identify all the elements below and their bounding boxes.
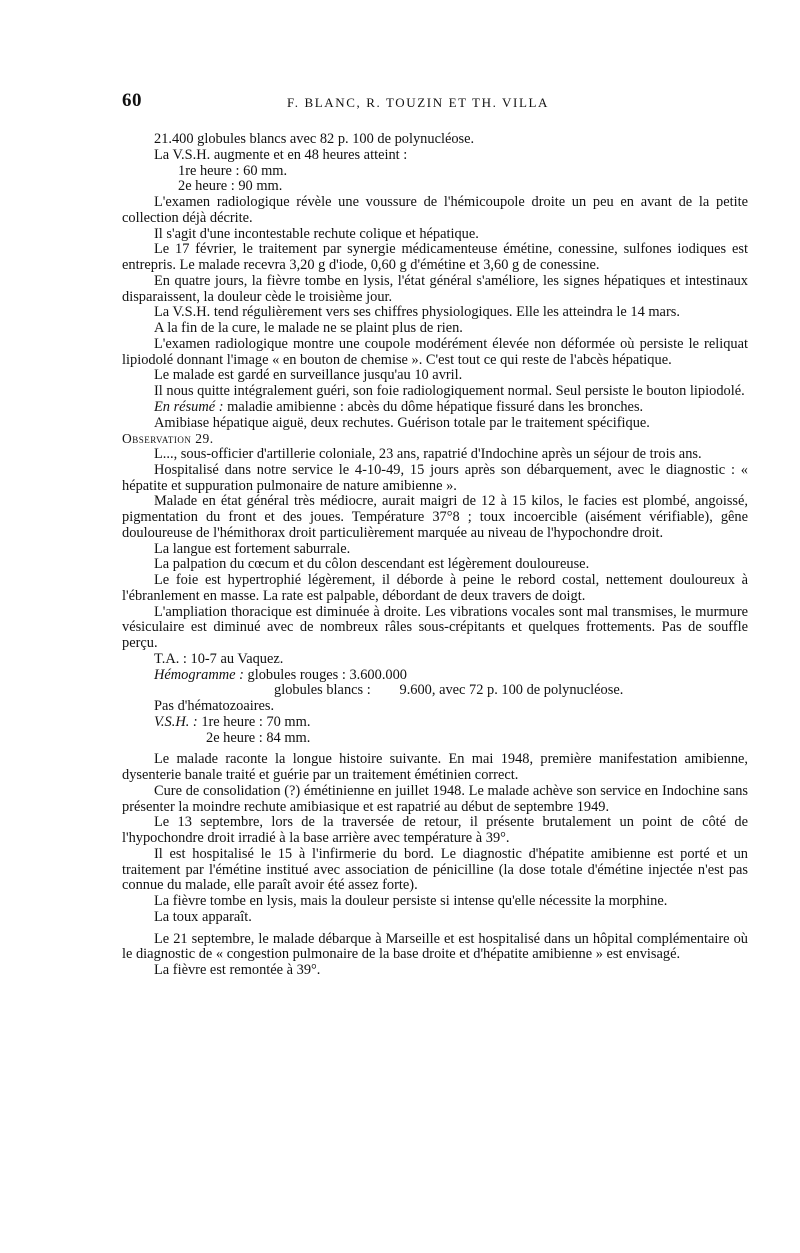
paragraph: La palpation du cœcum et du côlon descendant est légèrement douloureuse.	[154, 556, 590, 573]
observation-heading: Observation 29.	[122, 431, 214, 447]
vsh-line: 2e heure : 90 mm.	[178, 178, 283, 195]
hemogramme-line	[122, 668, 748, 684]
paragraph: Malade en état général très médiocre, aurait maigri de 12 à 15 kilos, le facies est plombé, angoissé, pigmentation du front et des joues. Température 37°8 ; toux incoercible (aisément vérifiable), gêne douloureuse de l'hémithorax droit particulièrement marquée au niveau de l'hypochondre droit.	[122, 493, 748, 541]
resume-label: En résumé :	[154, 398, 224, 415]
resume-text: maladie amibienne : abcès du dôme hépatique fissuré dans les bronches.	[223, 398, 644, 415]
paragraph: Le foie est hypertrophié légèrement, il déborde à peine le rebord costal, nettement douloureux à l'ébranlement en masse. La rate est palpable, débordant de deux travers de doigt.	[122, 572, 748, 604]
paragraph: Le 17 février, le traitement par synergie médicamenteuse émétine, conessine, sulfones iodiques est entrepris. Le malade recevra 3,20 g d'iode, 0,60 g d'émétine et 3,60 g de conessine.	[122, 241, 748, 273]
paragraph: La V.S.H. augmente et en 48 heures atteint :	[154, 146, 408, 163]
hemogramme-line: globules blancs : 9.600, avec 72 p. 100 de polynucléose.	[274, 682, 624, 699]
paragraph: Le 21 septembre, le malade débarque à Marseille et est hospitalisé dans un hôpital complémentaire où le diagnostic de « congestion pulmonaire de la base droite et d'hépatite amibienne » est envisagé.	[122, 930, 748, 963]
running-head: F. BLANC, R. TOUZIN ET TH. VILLA	[287, 95, 550, 110]
resume-conclusion: Amibiase hépatique aiguë, deux rechutes. Guérison totale par le traitement spécifique.	[154, 414, 650, 431]
paragraph: Cure de consolidation (?) émétinienne en juillet 1948. Le malade achève son service en Indochine sans présenter la moindre rechute amibiasique et est rapatrié au début de septembre 1949.	[122, 782, 748, 815]
paragraph: A la fin de la cure, le malade ne se plaint plus de rien.	[154, 320, 463, 336]
paragraph: Le malade est gardé en surveillance jusqu'au 10 avril.	[154, 367, 463, 384]
paragraph: Pas d'hématozoaires.	[154, 698, 275, 714]
paragraph: Le malade raconte la longue histoire suivante. En mai 1948, première manifestation amibienne, dysenterie banale traité et guérie par un traitement émétinien correct.	[122, 751, 748, 783]
hemogramme-label: Hémogramme :	[154, 666, 244, 683]
body-text	[122, 132, 748, 979]
paragraph: La toux apparaît.	[154, 908, 252, 925]
page-number: 60	[122, 90, 142, 111]
vsh-line: 2e heure : 84 mm.	[206, 729, 311, 746]
vsh-value: 1re heure : 70 mm.	[197, 713, 311, 730]
paragraph: L..., sous-officier d'artillerie coloniale, 23 ans, rapatrié d'Indochine après un séjour de trois ans.	[154, 446, 702, 462]
paragraph: La fièvre tombe en lysis, mais la douleur persiste si intense qu'elle nécessite la morphine.	[154, 893, 668, 909]
paragraph: En quatre jours, la fièvre tombe en lysis, l'état général s'améliore, les signes hépatiques et intestinaux disparaissent, la douleur cède le troisième jour.	[122, 272, 748, 305]
paragraph: T.A. : 10-7 au Vaquez.	[154, 650, 284, 667]
paragraph: La V.S.H. tend régulièrement vers ses chiffres physiologiques. Elle les atteindra le 14 mars.	[154, 304, 680, 321]
paragraph: Il est hospitalisé le 15 à l'infirmerie du bord. Le diagnostic d'hépatite amibienne est porté et un traitement par l'émétine institué avec association de pénicilline (la dose totale d'émétine injectée n'est pas connue du malade, elle paraît avoir été assez forte).	[122, 845, 748, 894]
paragraph: L'examen radiologique révèle une voussure de l'hémicoupole droite un peu en avant de la petite collection déjà décrite.	[122, 194, 748, 226]
vsh-line: 1re heure : 60 mm.	[178, 162, 288, 179]
paragraph: Le 13 septembre, lors de la traversée de retour, il présente brutalement un point de côté de l'hypochondre droit irradié à la base arrière avec température à 39°.	[122, 814, 748, 846]
paragraph: L'ampliation thoracique est diminuée à droite. Les vibrations vocales sont mal transmises, le murmure vésiculaire est diminué avec de nombreux râles sous-crépitants et quelques frottements. Pas de souffle perçu.	[122, 603, 748, 651]
paragraph: Il nous quitte intégralement guéri, son foie radiologiquement normal. Seul persiste le bouton lipiodolé.	[154, 383, 745, 399]
resume-paragraph	[122, 400, 748, 416]
paragraph: Hospitalisé dans notre service le 4-10-49, 15 jours après son débarquement, avec le diagnostic : « hépatite et suppuration pulmonaire de nature amibienne ».	[122, 461, 748, 494]
paragraph: La fièvre est remontée à 39°.	[154, 962, 321, 978]
paragraph: Il s'agit d'une incontestable rechute colique et hépatique.	[154, 225, 479, 242]
hemogramme-value: globules rouges : 3.600.000	[243, 666, 408, 683]
vsh-label: V.S.H. :	[154, 713, 198, 730]
paragraph: 21.400 globules blancs avec 82 p. 100 de polynucléose.	[154, 131, 475, 147]
paragraph: L'examen radiologique montre une coupole modérément élevée non déformée où persiste le reliquat lipiodolé donnant l'image « en bouton de chemise ». C'est tout ce qui reste de l'abcès hépatique.	[122, 335, 748, 368]
paragraph: La langue est fortement saburrale.	[154, 540, 351, 557]
vsh-line	[122, 715, 748, 731]
page-header	[122, 90, 748, 118]
